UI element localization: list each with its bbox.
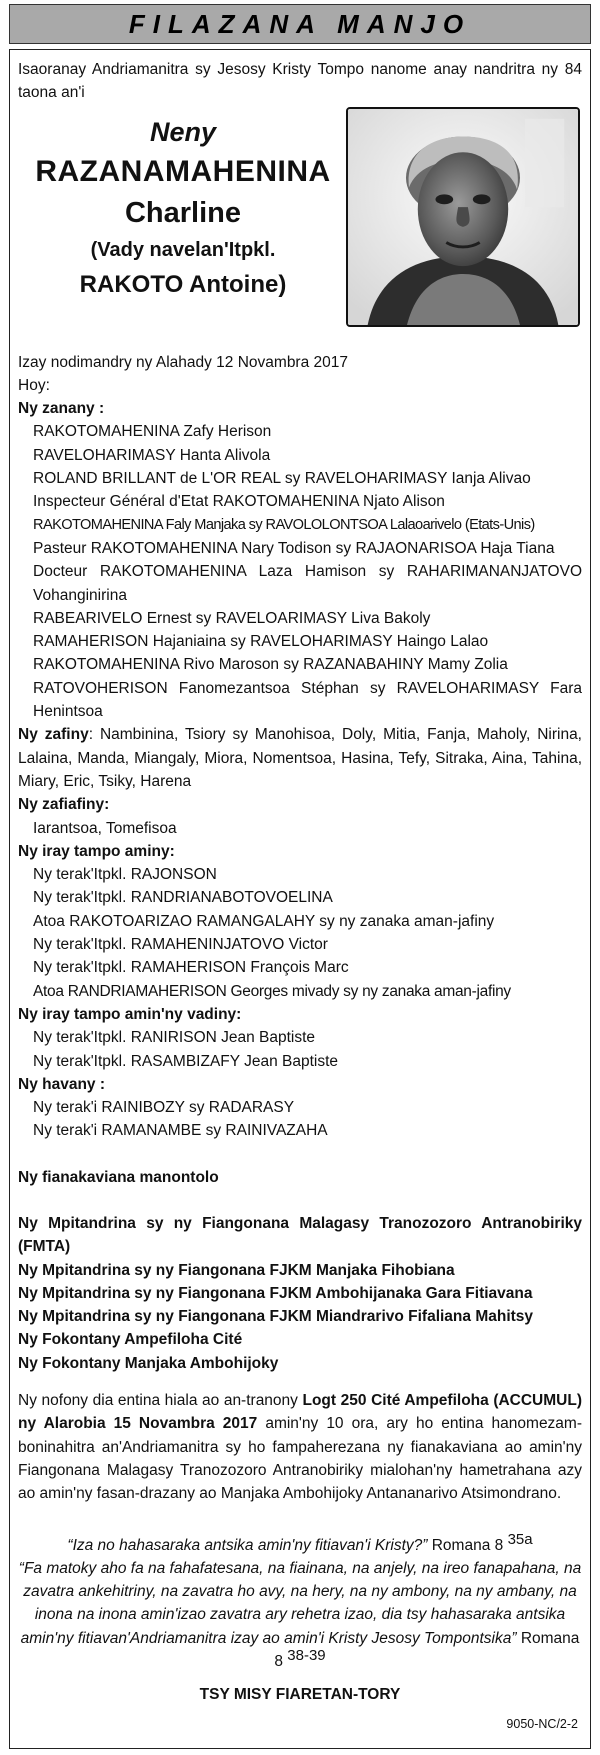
list-item: Ny Mpitandrina sy ny Fiangonana FJKM Manjaka Fihobiana: [18, 1261, 455, 1279]
closing-note: TSY MISY FIARETAN-TORY: [199, 1686, 401, 1704]
spouse-line: (Vady navelan'Itpkl.: [90, 238, 276, 261]
list-item: Inspecteur Général d'Etat RAKOTOMAHENINA Njato Alison: [33, 493, 445, 511]
list-item: RAVELOHARIMASY Hanta Alivola: [33, 446, 271, 464]
relatives-heading: Ny havany :: [18, 1075, 106, 1093]
death-date: Izay nodimandry ny Alahady 12 Novambra 2017: [18, 353, 349, 371]
great-grandchildren-names: Iarantsoa, Tomefisoa: [33, 819, 177, 837]
banner: [9, 4, 591, 44]
announcement-text: Ny nofony dia entina hiala ao an-tranony: [18, 1392, 303, 1410]
siblings-heading: Ny iray tampo aminy:: [18, 842, 175, 860]
announcement-paragraph: [18, 1389, 582, 1505]
list-item: Atoa RAKOTOARIZAO RAMANGALAHY sy ny zanaka aman-jafiny: [33, 912, 495, 930]
list-item: Ny Fokontany Manjaka Ambohijoky: [18, 1354, 279, 1372]
quote-2-verse: 38-39: [287, 1647, 326, 1665]
quote-1-verse: 35a: [507, 1530, 533, 1548]
deceased-name-block: [18, 113, 348, 303]
portrait-photo: [346, 107, 580, 327]
header-block: [18, 105, 582, 351]
list-item: Ny terak'i RAMANAMBE sy RAINIVAZAHA: [33, 1122, 328, 1140]
list-item: Ny Mpitandrina sy ny Fiangonana FJKM Ambohijanaka Gara Fitiavana: [18, 1284, 533, 1302]
list-item: RAKOTOMAHENINA Rivo Maroson sy RAZANABAHINY Mamy Zolia: [33, 656, 508, 674]
relatives-list: [18, 1096, 582, 1143]
spouse-siblings-list: [18, 1026, 582, 1073]
list-item: Ny terak'Itpkl. RANIRISON Jean Baptiste: [33, 1029, 316, 1047]
list-item: RAKOTOMAHENINA Zafy Herison: [33, 423, 272, 441]
great-grandchildren-heading: Ny zafiafiny:: [18, 796, 110, 814]
list-item: ROLAND BRILLANT de L'OR REAL sy RAVELOHARIMASY Ianja Alivao: [33, 470, 531, 488]
announcement-place-date: Logt 250 Cité Ampefiloha (ACCUMUL) ny Alarobia 15 Novambra 2017: [18, 1392, 582, 1433]
grandchildren-paragraph: [18, 723, 582, 793]
list-item: Ny terak'Itpkl. RAMAHENINJATOVO Victor: [33, 936, 328, 954]
list-item: Ny Mpitandrina sy ny Fiangonana FJKM Miandrarivo Fifaliana Mahitsy: [18, 1308, 534, 1326]
list-item: RABEARIVELO Ernest sy RAVELOARIMASY Liva Bakoly: [33, 609, 431, 627]
siblings-list: [18, 863, 582, 1003]
list-item: RAKOTOMAHENINA Faly Manjaka sy RAVOLOLONTSOA Lalaoarivelo (Etats-Unis): [33, 516, 535, 533]
quote-1-ref: Romana 8: [431, 1536, 504, 1554]
spouse-name: RAKOTO Antoine): [79, 270, 287, 298]
deceased-title: Neny: [149, 116, 217, 147]
grandchildren-heading: Ny zafiny: [18, 726, 89, 744]
quote-2-text: “Fa matoky aho fa na fahafatesana, na fiainana, na anjely, na ireo fanapahana, na zavatra ankehitriny, na zavatra ho avy, na hery, na ny ambony, na ny ambany, na inona na inona amin'izao zavatra ary rehetra izao, dia tsy hahasaraka antsika amin'ny fitiavan'Andriamanitra izay ao amin'i Kristy Jesosy Tompontsika”: [18, 1559, 582, 1647]
grandchildren-names: : Nambinina, Tsiory sy Manohisoa, Doly, Mitia, Fanja, Maholy, Nirina, Lalaina, Manda, Miangaly, Miora, Nomentsoa, Hasina, Tefy, Sitraka, Aina, Tahina, Miary, Eric, Tsiky, Harena: [18, 726, 582, 790]
announcement-text-rest: amin'ny 10 ora, ary ho entina hanomezam-boninahitra an'Andriamanitra sy ho fampaherezana ny fianakaviana ao amin'ny Fiangonana Malagasy Tranozozoro Antranobiriky mialohan'ny hametrahana azy ao amin'ny fasan-drazany ao Manjaka Ambohijoky Antananarivo Atsimondrano.: [18, 1415, 583, 1503]
list-item: Ny terak'i RAINIBOZY sy RADARASY: [33, 1099, 295, 1117]
deceased-first-name: Charline: [124, 196, 242, 229]
quote-1: [18, 1530, 582, 1557]
list-item: Atoa RANDRIAMAHERISON Georges mivady sy ny zanaka aman-jafiny: [33, 982, 511, 1000]
banner-title: FILAZANA MANJO: [128, 8, 472, 39]
churches-list: [18, 1212, 582, 1375]
spouse-siblings-heading: Ny iray tampo amin'ny vadiny:: [18, 1005, 242, 1023]
quote-1-text: “Iza no hahasaraka antsika amin'ny fitiavan'i Kristy?”: [67, 1536, 428, 1554]
list-item: Ny terak'Itpkl. RASAMBIZAFY Jean Baptiste: [33, 1052, 339, 1070]
children-list: [18, 420, 582, 723]
all-families: Ny fianakaviana manontolo: [18, 1168, 219, 1186]
portrait-icon: [348, 109, 578, 325]
notice-box: [9, 49, 591, 1749]
list-item: Ny terak'Itpkl. RANDRIANABOTOVOELINA: [33, 889, 333, 907]
list-item: Ny Fokontany Ampefiloha Cité: [18, 1331, 243, 1349]
reference-code: 9050-NC/2-2: [506, 1716, 578, 1731]
list-item: Ny Mpitandrina sy ny Fiangonana Malagasy Tranozozoro Antranobiriky (FMTA): [18, 1214, 582, 1256]
scripture-quotes: [18, 1530, 582, 1674]
list-item: RATOVOHERISON Fanomezantsoa Stéphan sy RAVELOHARIMASY Fara Henintsoa: [33, 679, 582, 721]
obituary-page: [0, 4, 600, 1755]
list-item: Pasteur RAKOTOMAHENINA Nary Todison sy RAJAONARISOA Haja Tiana: [33, 539, 555, 557]
list-item: RAMAHERISON Hajaniaina sy RAVELOHARIMASY Haingo Lalao: [33, 633, 489, 651]
deceased-surname: RAZANAMAHENINA: [35, 154, 331, 188]
list-item: Docteur RAKOTOMAHENINA Laza Hamison sy RAHARIMANANJATOVO Vohanginirina: [33, 563, 582, 604]
list-item: Ny terak'Itpkl. RAMAHERISON François Marc: [33, 959, 349, 977]
children-heading: Ny zanany :: [18, 400, 105, 418]
intro-text: Isaoranay Andriamanitra sy Jesosy Kristy Tompo nanome anay nandritra ny 84 taona an'i: [18, 61, 582, 102]
hoy-label: Hoy:: [18, 376, 50, 394]
list-item: Ny terak'Itpkl. RAJONSON: [33, 866, 217, 884]
quote-2-ref: Romana 8: [274, 1629, 580, 1671]
quote-2: [18, 1557, 582, 1673]
